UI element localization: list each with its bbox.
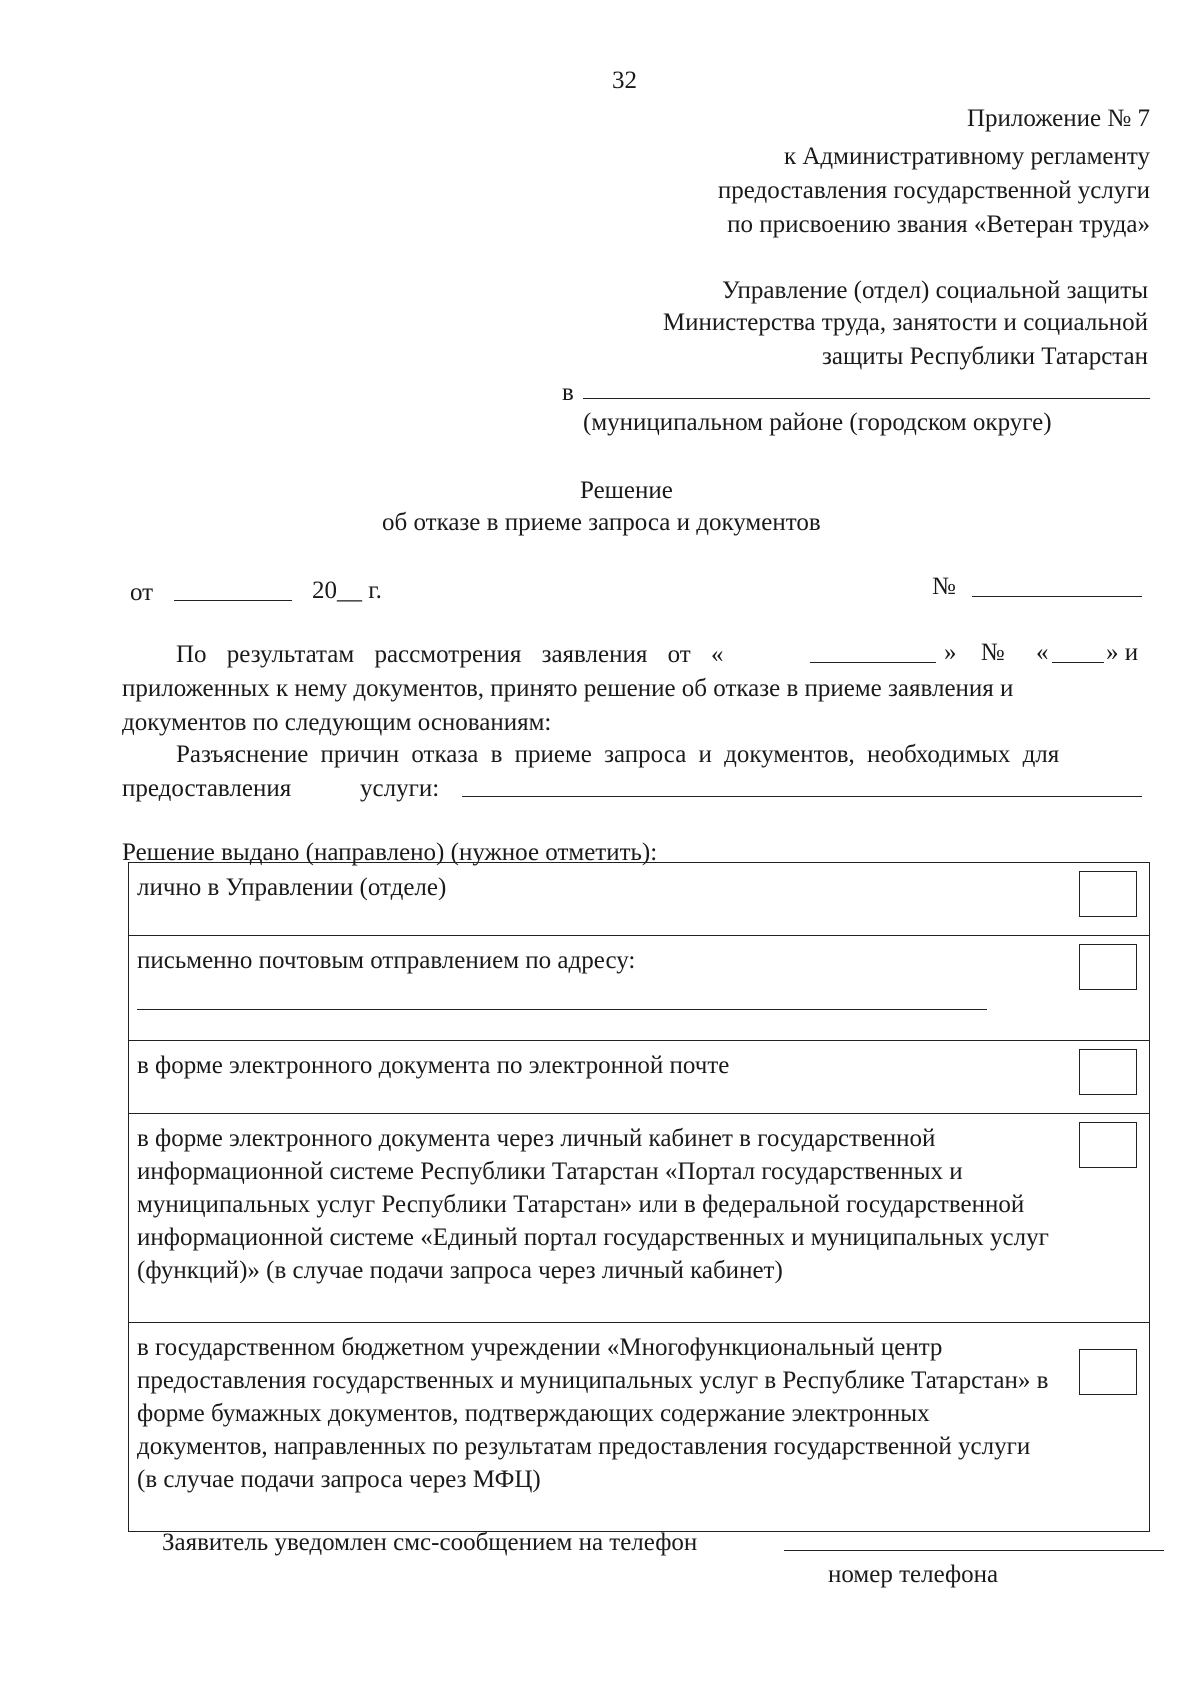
number-sign: № bbox=[932, 573, 956, 600]
delivery-options-table bbox=[128, 862, 1150, 1532]
reasons-blank-line[interactable] bbox=[462, 796, 1142, 797]
appendix-line-3: предоставления государственной услуги bbox=[717, 177, 1150, 204]
application-date-blank-line[interactable] bbox=[810, 662, 936, 663]
year-label: 20__ г. bbox=[312, 577, 382, 604]
sms-label: Заявитель уведомлен смс-сообщением на телефон bbox=[162, 1529, 698, 1556]
option-checkbox-postal[interactable] bbox=[1079, 944, 1137, 990]
addressee-line-1: Управление (отдел) социальной защиты bbox=[722, 277, 1148, 304]
delivery-option-text: лично в Управлении (отделе) bbox=[129, 863, 1060, 936]
municipality-blank-line[interactable] bbox=[583, 398, 1150, 399]
option-checkbox-portal[interactable] bbox=[1079, 1122, 1137, 1168]
delivery-option-text: в государственном бюджетном учреждении «Многофункциональный центр предоставления государственных и муниципальных услуг в Республике Татарстан» в форме бумажных документов, подтверждающих содержание электронных документов, направленных по результатам предоставления государственной услуги (в случае подачи запроса через МФЦ) bbox=[129, 1323, 1060, 1532]
option-checkbox-in-person[interactable] bbox=[1079, 871, 1137, 917]
delivery-option-row bbox=[129, 1114, 1150, 1323]
appendix-line-2: к Административному регламенту bbox=[783, 143, 1150, 170]
delivery-option-row bbox=[129, 936, 1150, 1041]
addressee-line-3: защиты Республики Татарстан bbox=[822, 343, 1148, 370]
date-blank-line[interactable] bbox=[174, 600, 292, 601]
para1-line-2: приложенных к нему документов, принято решение об отказе в приеме заявления и bbox=[122, 675, 1014, 702]
date-from-label: от bbox=[130, 579, 154, 606]
para1-mid: » № bbox=[944, 639, 1005, 666]
para2-word-2: услуги: bbox=[360, 775, 440, 802]
document-title: Решение bbox=[580, 477, 673, 504]
para2-word-1: предоставления bbox=[122, 775, 292, 802]
addressee-prefix: в bbox=[562, 379, 574, 406]
delivery-option-text: в форме электронного документа по электронной почте bbox=[129, 1041, 1060, 1114]
para1-quote: « bbox=[1036, 639, 1049, 666]
addressee-line-2: Министерства труда, занятости и социальной bbox=[662, 309, 1148, 336]
appendix-line-1: Приложение № 7 bbox=[966, 105, 1150, 132]
delivery-option-row bbox=[129, 863, 1150, 936]
para1-end: » и bbox=[1106, 639, 1139, 666]
phone-number-caption: номер телефона bbox=[828, 1561, 999, 1588]
delivery-option-text: в форме электронного документа через личный кабинет в государственной информационной системе Республики Татарстан «Портал государственных и муниципальных услуг Республики Татарстан» или в федеральной государственной информационной системе «Единый портал государственных и муниципальных услуг (функций)» (в случае подачи запроса через личный кабинет) bbox=[129, 1114, 1060, 1323]
delivery-option-row bbox=[129, 1323, 1150, 1532]
document-subtitle: об отказе в приеме запроса и документов bbox=[382, 509, 821, 536]
delivery-option-text: письменно почтовым отправлением по адресу: bbox=[137, 947, 636, 974]
document-number-blank-line[interactable] bbox=[972, 596, 1142, 597]
phone-number-blank-line[interactable] bbox=[784, 1550, 1164, 1551]
delivery-option-row bbox=[129, 1041, 1150, 1114]
page-number: 32 bbox=[612, 67, 637, 94]
issued-label: Решение выдано (направлено) (нужное отметить): bbox=[122, 839, 658, 866]
para2-line-1: Разъяснение причин отказа в приеме запроса и документов, необходимых для bbox=[176, 741, 1060, 768]
option-checkbox-email[interactable] bbox=[1079, 1049, 1137, 1095]
application-number-blank-line[interactable] bbox=[1052, 662, 1104, 663]
para1-line-3: документов по следующим основаниям: bbox=[122, 709, 552, 736]
postal-address-blank-line[interactable] bbox=[137, 979, 987, 1010]
para1-start: По результатам рассмотрения заявления от « bbox=[176, 641, 724, 668]
option-checkbox-mfc[interactable] bbox=[1079, 1349, 1137, 1395]
addressee-caption: (муниципальном районе (городском округе) bbox=[583, 409, 1052, 436]
appendix-line-4: по присвоению звания «Ветеран труда» bbox=[727, 211, 1150, 238]
